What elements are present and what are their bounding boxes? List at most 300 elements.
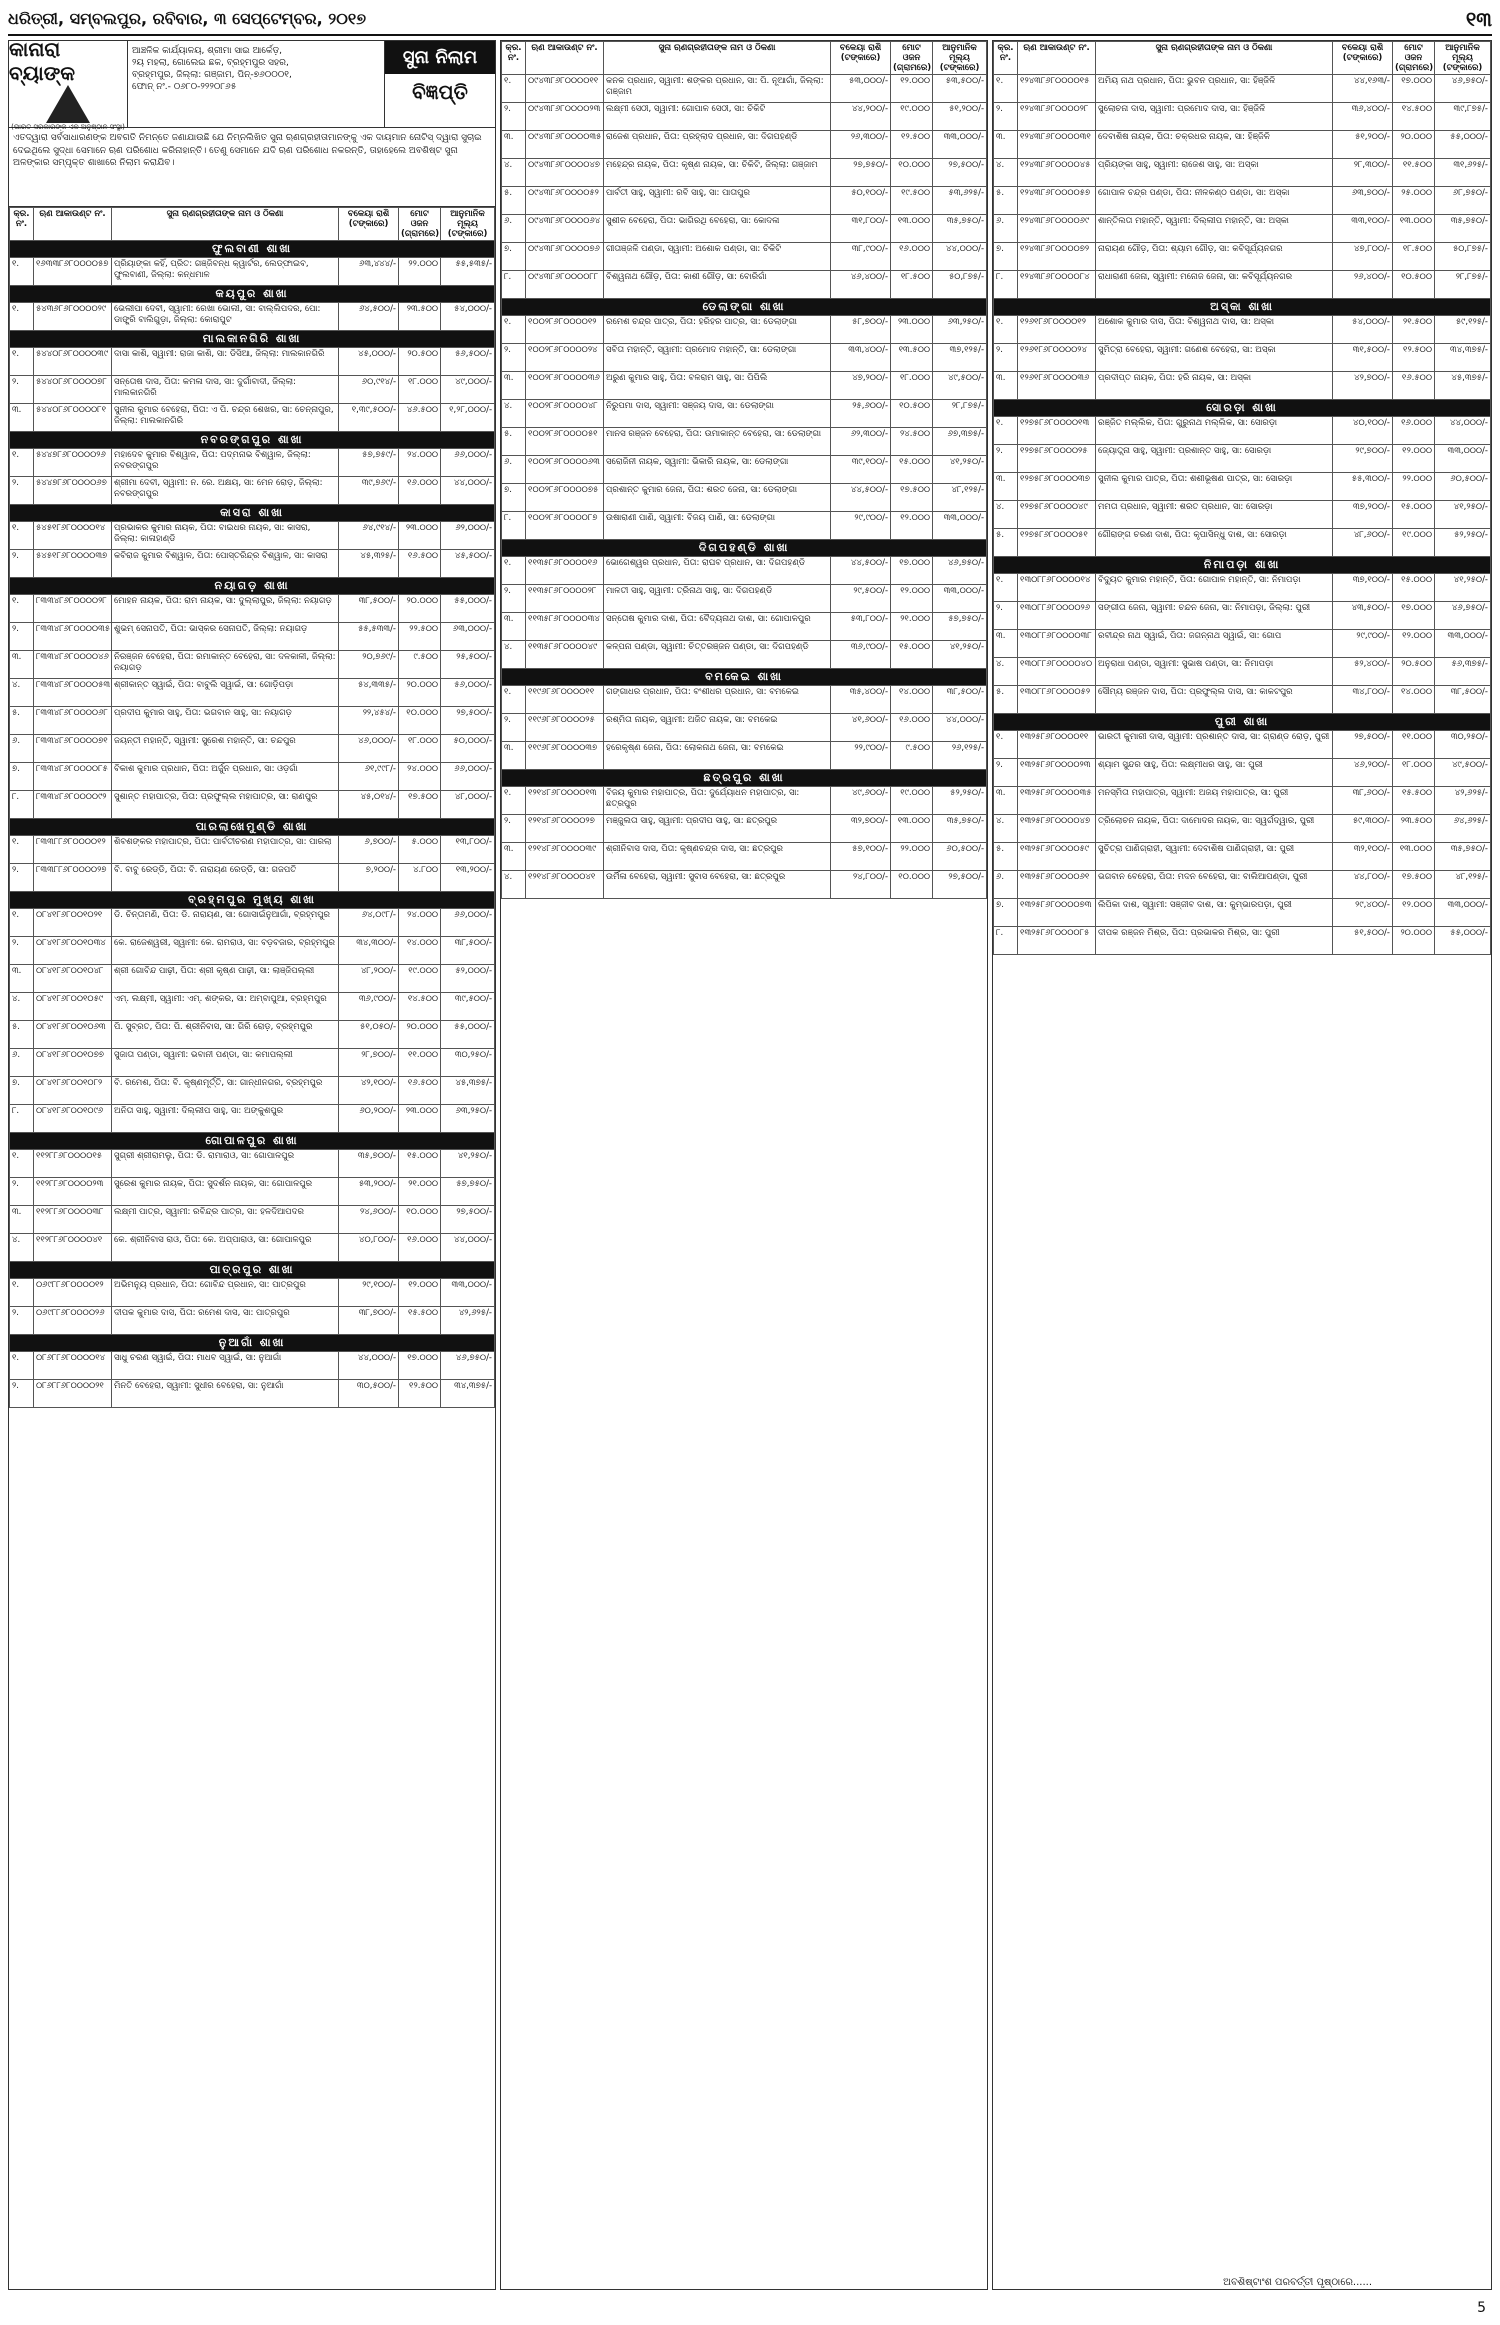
cell-sl: ୪. xyxy=(994,658,1018,686)
cell-balance: ୩୬,୯୦୦/- xyxy=(339,993,399,1021)
cell-borrower: ରମେଶ ଚନ୍ଦ୍ର ପାତ୍ର, ପିତା: ହରିହର ପାତ୍ର, ସା: ଡେଲାଙ୍ଗା xyxy=(604,316,831,344)
cell-borrower: ଦୀପକ ରଞ୍ଜନ ମିଶ୍ର, ପିତା: ପ୍ରଭାକର ମିଶ୍ର, ସା: ପୁରୀ xyxy=(1096,927,1333,955)
cell-balance: ୨୭,୫୦୦/- xyxy=(1333,731,1393,759)
cell-weight: ୧୮.୦୦୦ xyxy=(399,376,441,404)
cell-account: ୧୨୪୩୮୬୮୦୦୦୦୬୯ xyxy=(1018,215,1096,243)
cell-weight: ୨୦.୦୦୦ xyxy=(399,595,441,623)
cell-balance: ୩୬,୪୦୦/- xyxy=(1333,103,1393,131)
cell-account: ୦୮୪୧୮୬୮୦୦୧୦୭୭ xyxy=(34,1049,112,1077)
branch-name: କୟପୁର ଶାଖା xyxy=(10,286,495,303)
branch-header-row xyxy=(10,505,495,522)
cell-balance: ୨୯,୫୦୦/- xyxy=(831,585,891,613)
cell-value: ୪୯,୫୦୦/- xyxy=(1435,759,1491,787)
cell-value: ୫୪,୦୦୦/- xyxy=(441,303,495,331)
cell-weight: ୨୧.୦୦୦ xyxy=(891,613,933,641)
cell-value: ୨୫,୫୦୦/- xyxy=(441,651,495,679)
cell-sl: ୪. xyxy=(994,815,1018,843)
table-row xyxy=(994,843,1491,871)
table-row xyxy=(10,993,495,1021)
cell-value: ୪୧,୨୫୦/- xyxy=(933,456,987,484)
cell-account: ୦୮୪୧୮୬୮୦୦୧୦୪୮ xyxy=(34,965,112,993)
cell-borrower: ସୁଗ୍ରୀ ଶ୍ରୀରାମଲୁ, ପିତା: ଡି. ରାମାରାଓ, ସା: ଗୋପାଳପୁର xyxy=(112,1150,339,1178)
cell-value: ୫୨,୨୫୦/- xyxy=(933,787,987,815)
cell-weight: ୧୬.୦୦୦ xyxy=(891,243,933,271)
cell-value: ୬୮,୭୫୦/- xyxy=(1435,187,1491,215)
cell-weight: ୧୦.୫୦୦ xyxy=(1393,271,1435,299)
cell-weight: ୧୯.୦୦୦ xyxy=(399,965,441,993)
cell-borrower: ସୁଜାତା ପଣ୍ଡା, ସ୍ୱାମୀ: ଭବାନୀ ପଣ୍ଡା, ସା: କମାପଲ୍ଲୀ xyxy=(112,1049,339,1077)
cell-balance: ୧,୩୯,୫୦୦/- xyxy=(339,404,399,432)
branch-header-row xyxy=(10,1133,495,1150)
cell-borrower: ଅଭିମନ୍ୟୁ ପ୍ରଧାନ, ପିତା: ଗୋବିନ୍ଦ ପ୍ରଧାନ, ସା: ପାତ୍ରପୁର xyxy=(112,1279,339,1307)
cell-value: ୩୦,୨୫୦/- xyxy=(441,1049,495,1077)
cell-account: ୧୩୨୫୮୬୮୦୦୦୦୬୧ xyxy=(1018,871,1096,899)
cell-weight: ୯.୫୦୦ xyxy=(399,651,441,679)
cell-balance: ୩୪,୮୦୦/- xyxy=(1333,686,1393,714)
cell-weight: ୧୩.୦୦୦ xyxy=(1393,215,1435,243)
cell-borrower: ଶ୍ରୀମା ଦେବୀ, ସ୍ୱାମୀ: ନ. ରେ. ଅକ୍ଷୟ, ସା: ମେନ ରୋଡ଼, ଜିଲ୍ଲା: ନବରଙ୍ଗପୁର xyxy=(112,477,339,505)
cell-account: ୧୬୩୩୮୬୮୦୦୦୦୫୭ xyxy=(34,258,112,286)
branch-header-row xyxy=(10,432,495,449)
cell-balance: ୬୨,୩୦୦/- xyxy=(831,428,891,456)
cell-balance: ୩୫,୪୦୦/- xyxy=(831,686,891,714)
cell-value: ୩୪,୩୭୫/- xyxy=(441,1380,495,1408)
cell-account: ୧୩୨୫୮୬୮୦୦୦୦୩୫ xyxy=(1018,787,1096,815)
cell-weight: ୧୭.୦୦୦ xyxy=(1393,602,1435,630)
cell-weight: ୧୨.୦୦୦ xyxy=(891,585,933,613)
cell-value: ୪୧,୨୫୦/- xyxy=(933,641,987,669)
cell-value: ୩୦,୨୫୦/- xyxy=(1435,731,1491,759)
cell-account: ୦୯୪୩୮୬୮୦୦୦୦୨୩ xyxy=(526,103,604,131)
cell-weight: ୪.୮୦୦ xyxy=(399,864,441,892)
cell-value: ୫୩,୬୨୫/- xyxy=(933,187,987,215)
cell-borrower: ଅମିୟ ନାଥ ପ୍ରଧାନ, ପିତା: ଭୁବନ ପ୍ରଧାନ, ସା: ହିଞ୍ଜିଳି xyxy=(1096,75,1333,103)
cell-value: ୨୭,୫୦୦/- xyxy=(933,159,987,187)
cell-value: ୪୧,୨୫୦/- xyxy=(441,1150,495,1178)
cell-account: ୮୩୩୪୮୬୮୦୦୦୦୨୮ xyxy=(34,595,112,623)
table-row xyxy=(10,1234,495,1262)
table-row xyxy=(502,641,987,669)
cell-weight: ୧୩.୦୦୦ xyxy=(1393,843,1435,871)
cell-balance: ୪୬,୦୦୦/- xyxy=(339,735,399,763)
cell-balance: ୫୪,୩୩୫/- xyxy=(339,679,399,707)
cell-balance: ୩୨,୧୦୦/- xyxy=(1333,843,1393,871)
cell-weight: ୫.୦୦୦ xyxy=(399,836,441,864)
cell-sl: ୧. xyxy=(10,836,34,864)
cell-borrower: ରବୀନ୍ଦ୍ର ନାଥ ସ୍ୱାଇଁ, ପିତା: ଜଗନ୍ନାଥ ସ୍ୱାଇଁ, ସା: ଗୋପ xyxy=(1096,630,1333,658)
cell-sl: ୩. xyxy=(10,651,34,679)
cell-account: ୧୩୨୫୮୬୮୦୦୦୦୭୩ xyxy=(1018,899,1096,927)
cell-account: ୦୮୬୮୮୬୮୦୦୦୦୨୧ xyxy=(34,1380,112,1408)
cell-account: ୧୧୯୬୮୬୮୦୦୦୦୨୫ xyxy=(526,714,604,742)
table-row xyxy=(10,623,495,651)
cell-sl: ୨. xyxy=(994,344,1018,372)
cell-sl: ୫. xyxy=(10,707,34,735)
cell-balance: ୩୬,୯୦୦/- xyxy=(831,641,891,669)
cell-weight: ୧୩.୦୦୦ xyxy=(891,215,933,243)
cell-balance: ୨୪,୮୦୦/- xyxy=(831,871,891,899)
cell-account: ୧୩୦୮୮୬୮୦୦୦୦୫୨ xyxy=(1018,686,1096,714)
cell-sl: ୨. xyxy=(10,864,34,892)
cell-account: ୧୩୦୮୮୬୮୦୦୦୦୩୮ xyxy=(1018,630,1096,658)
cell-borrower: ଗଙ୍ଗାଧର ପ୍ରଧାନ, ପିତା: ବଂଶୀଧର ପ୍ରଧାନ, ସା: ବମକେଇ xyxy=(604,686,831,714)
table-row xyxy=(994,316,1491,344)
header-weight: ମୋଟ ଓଜନ (ଗ୍ରାମରେ) xyxy=(1393,42,1435,75)
cell-weight: ୧୬.୦୦୦ xyxy=(1393,417,1435,445)
header-balance: ବକେୟା ରାଶି (ଟଙ୍କାରେ) xyxy=(1333,42,1393,75)
office-line: ଆଞ୍ଚଳିକ କାର୍ଯ୍ୟାଳୟ, ଶ୍ରୀମା ସାଇ ଆର୍କେଡ଼, xyxy=(132,46,283,56)
table-row xyxy=(10,1206,495,1234)
table-row xyxy=(10,965,495,993)
cell-sl: ୩. xyxy=(994,473,1018,501)
cell-weight: ୧୫.୦୦୦ xyxy=(1393,574,1435,602)
cell-account: ୧୧୨୮୮୬୮୦୦୦୦୩୮ xyxy=(34,1206,112,1234)
cell-value: ୫୭,୭୫୦/- xyxy=(441,1178,495,1206)
cell-sl: ୫. xyxy=(10,1021,34,1049)
cell-sl: ୨. xyxy=(502,585,526,613)
cell-sl: ୪. xyxy=(502,159,526,187)
cell-sl: ୨. xyxy=(10,1178,34,1206)
table-row xyxy=(10,763,495,791)
table-row xyxy=(502,131,987,159)
table-row xyxy=(502,815,987,843)
cell-sl: ୪. xyxy=(10,1234,34,1262)
cell-balance: ୫୪,୦୦୦/- xyxy=(1333,316,1393,344)
branch-header-row xyxy=(10,286,495,303)
cell-account: ୦୯୪୩୮୬୮୦୦୦୦୭୬ xyxy=(526,243,604,271)
table-row xyxy=(10,550,495,578)
cell-borrower: ମାନସ ରଞ୍ଜନ ବେହେରା, ପିତା: ଉମାକାନ୍ତ ବେହେରା, ସା: ଡେଲାଙ୍ଗା xyxy=(604,428,831,456)
cell-weight: ୧୬.୫୦୦ xyxy=(1393,372,1435,400)
cell-account: ୧୧୩୫୮୬୮୦୦୦୦୨୮ xyxy=(526,585,604,613)
branch-name: ଗୋପାଳପୁର ଶାଖା xyxy=(10,1133,495,1150)
cell-balance: ୪୨,୧୦୦/- xyxy=(339,1077,399,1105)
header-weight: ମୋଟ ଓଜନ (ଗ୍ରାମରେ) xyxy=(399,208,441,241)
table-row xyxy=(10,595,495,623)
branch-header-row xyxy=(502,770,987,787)
cell-sl: ୬. xyxy=(994,215,1018,243)
cell-balance: ୪୪,୫୦୦/- xyxy=(831,557,891,585)
cell-value: ୨୬,୧୨୫/- xyxy=(933,742,987,770)
cell-borrower: ଦେବାଶିଷ ନାୟକ, ପିତା: ଚକ୍ରଧର ନାୟକ, ସା: ହିଞ୍ଜିଳି xyxy=(1096,131,1333,159)
cell-account: ୧୧୩୫୮୬୮୦୦୦୦୩୪ xyxy=(526,613,604,641)
cell-sl: ୩. xyxy=(994,787,1018,815)
cell-borrower: ସଙ୍ଗୀତା ଜେନା, ସ୍ୱାମୀ: ଚନ୍ଦନ ଜେନା, ସା: ନିମାପଡ଼ା, ଜିଲ୍ଲା: ପୁରୀ xyxy=(1096,602,1333,630)
cell-sl: ୩. xyxy=(502,131,526,159)
cell-balance: ୫୫,୫୩୩/- xyxy=(339,623,399,651)
header-name: ସୁନା ଋଣଗ୍ରହୀତାଙ୍କ ନାମ ଓ ଠିକଣା xyxy=(112,208,339,241)
office-address xyxy=(128,41,385,127)
table-row xyxy=(10,348,495,376)
cell-value: ୫୬,୫୦୦/- xyxy=(441,348,495,376)
cell-sl: ୪. xyxy=(994,501,1018,529)
cell-weight: ୨୧.୫୦୦ xyxy=(1393,316,1435,344)
cell-borrower: ସୁନୀଲ କୁମାର ପାତ୍ର, ପିତା: ଶଶୀଭୂଷଣ ପାତ୍ର, ସା: ସୋରଡ଼ା xyxy=(1096,473,1333,501)
cell-account: ୧୨୭୫୮୬୮୦୦୦୦୪୯ xyxy=(1018,501,1096,529)
cell-value: ୪୯,୦୦୦/- xyxy=(441,376,495,404)
cell-sl: ୧. xyxy=(10,258,34,286)
cell-balance: ୩୮,୫୦୦/- xyxy=(339,595,399,623)
cell-sl: ୬. xyxy=(502,215,526,243)
table-row xyxy=(10,1279,495,1307)
cell-value: ୪୫,୩୭୫/- xyxy=(441,1077,495,1105)
cell-borrower: ଭାରତୀ କୁମାରୀ ଦାସ, ସ୍ୱାମୀ: ପ୍ରଶାନ୍ତ ଦାସ, ସା: ଗ୍ରାଣ୍ଡ ରୋଡ଼, ପୁରୀ xyxy=(1096,731,1333,759)
cell-sl: ୫. xyxy=(502,187,526,215)
cell-account: ୫୪୪୦୮୬୮୦୦୦୦୮୧ xyxy=(34,404,112,432)
cell-value: ୩୧,୬୨୫/- xyxy=(1435,159,1491,187)
cell-value: ୨୭,୫୦୦/- xyxy=(933,871,987,899)
branch-name: ନବରଙ୍ଗପୁର ଶାଖା xyxy=(10,432,495,449)
cell-balance: ୩୩,୪୦୦/- xyxy=(831,344,891,372)
cell-account: ୮୩୩୪୮୬୮୦୦୦୦୬୮ xyxy=(34,707,112,735)
table-row xyxy=(502,484,987,512)
cell-weight: ୧୨.୦୦୦ xyxy=(1393,630,1435,658)
cell-value: ୪୨,୬୨୫/- xyxy=(1435,787,1491,815)
table-row xyxy=(502,215,987,243)
cell-weight: ୨୩.୦୦୦ xyxy=(399,1105,441,1133)
cell-sl: ୭. xyxy=(502,484,526,512)
cell-balance: ୨୦,୭୬୯/- xyxy=(339,651,399,679)
table-row xyxy=(502,871,987,899)
cell-balance: ୨୭,୭୫୦/- xyxy=(831,159,891,187)
cell-value: ୩୯,୮୭୫/- xyxy=(1435,103,1491,131)
cell-value: ୫୨,୨୫୦/- xyxy=(1435,529,1491,557)
table-row xyxy=(502,159,987,187)
cell-value: ୩୩,୦୦୦/- xyxy=(933,585,987,613)
cell-weight: ୪୬.୫୦୦ xyxy=(399,404,441,432)
table-row xyxy=(502,75,987,103)
masthead-page-number: ୧୩ xyxy=(1465,7,1492,31)
table-header-row xyxy=(994,42,1491,75)
cell-account: ୦୮୪୧୮୬୮୦୦୧୦୮୨ xyxy=(34,1077,112,1105)
cell-account: ୧୨୪୩୮୬୮୦୦୦୦୨୮ xyxy=(1018,103,1096,131)
triangle-logo-icon xyxy=(46,85,90,123)
cell-borrower: ସୁଶାନ୍ତ ମହାପାତ୍ର, ପିତା: ପ୍ରଫୁଲ୍ଲ ମହାପାତ୍ର, ସା: ରାଣପୁର xyxy=(112,791,339,819)
cell-weight: ୧୭.୦୦୦ xyxy=(399,1352,441,1380)
cell-weight: ୧୦.୦୦୦ xyxy=(891,159,933,187)
cell-balance: ୨୨,୪୫୪/- xyxy=(339,707,399,735)
table-row xyxy=(994,271,1491,299)
cell-borrower: ଦୀପକ କୁମାର ଦାସ, ପିତା: ରମେଶ ଦାସ, ସା: ପାତ୍ରପୁର xyxy=(112,1307,339,1335)
cell-balance: ୪୮,୨୦୦/- xyxy=(339,965,399,993)
cell-sl: ୨. xyxy=(10,1380,34,1408)
cell-sl: ୪. xyxy=(10,993,34,1021)
cell-balance: ୩୮,୭୦୦/- xyxy=(339,1307,399,1335)
cell-account: ୧୦୦୨୮୬୮୦୦୦୦୩୬ xyxy=(526,372,604,400)
auction-table xyxy=(9,207,495,1408)
bank-tagline: (ଭାରତ ସରକାରଙ୍କ ଏକ ଅନୁଷ୍ଠାନ ସଂସ୍ଥା) xyxy=(11,122,125,131)
cell-weight: ୧୨.୦୦୦ xyxy=(1393,899,1435,927)
branch-name: ପୁରୀ ଶାଖା xyxy=(994,714,1491,731)
cell-balance: ୬୪,୫୦୦/- xyxy=(339,303,399,331)
cell-weight: ୧୦.୦୦୦ xyxy=(399,707,441,735)
cell-value: ୧୩,୨୦୦/- xyxy=(441,864,495,892)
branch-name: ଦିଗପହଣ୍ଡି ଶାଖା xyxy=(502,540,987,557)
cell-account: ୧୩୨୫୮୬୮୦୦୦୦୫୯ xyxy=(1018,843,1096,871)
cell-borrower: ଗୀତାଞ୍ଜଳି ପଣ୍ଡା, ସ୍ୱାମୀ: ଅଶୋକ ପଣ୍ଡା, ସା: ଚିକିଟି xyxy=(604,243,831,271)
cell-value: ୨୮,୮୭୫/- xyxy=(933,400,987,428)
cell-value: ୪୬,୭୫୦/- xyxy=(933,557,987,585)
cell-value: ୫୭,୭୫୦/- xyxy=(933,613,987,641)
cell-balance: ୪୫,୩୨୫/- xyxy=(339,550,399,578)
cell-value: ୪୧,୨୫୦/- xyxy=(1435,501,1491,529)
cell-borrower: ଗୌରାଙ୍ଗ ଚରଣ ଦାଶ, ପିତା: କୃପାସିନ୍ଧୁ ଦାଶ, ସା: ସୋରଡ଼ା xyxy=(1096,529,1333,557)
cell-weight: ୧୬.୦୦୦ xyxy=(399,477,441,505)
table-row xyxy=(994,731,1491,759)
cell-weight: ୨୪.୦୦୦ xyxy=(399,763,441,791)
cell-sl: ୩. xyxy=(502,742,526,770)
notice-columns xyxy=(8,40,1492,2290)
cell-balance: ୪୪,୫୦୦/- xyxy=(831,484,891,512)
cell-borrower: ସୁଚିତ୍ରା ପାଣିଗ୍ରାହୀ, ସ୍ୱାମୀ: ଦେବାଶିଷ ପାଣିଗ୍ରାହୀ, ସା: ପୁରୀ xyxy=(1096,843,1333,871)
cell-weight: ୧୦.୦୦୦ xyxy=(891,871,933,899)
cell-account: ୦୯୪୩୮୬୮୦୦୦୦୪୭ xyxy=(526,159,604,187)
cell-sl: ୩. xyxy=(994,131,1018,159)
cell-balance: ୪୫,୦୦୦/- xyxy=(339,348,399,376)
table-row xyxy=(994,215,1491,243)
table-row xyxy=(994,159,1491,187)
table-row xyxy=(10,1380,495,1408)
cell-balance: ୫୧,୫୦୦/- xyxy=(1333,927,1393,955)
header-value: ଆନୁମାନିକ ମୂଲ୍ୟ (ଟଙ୍କାରେ) xyxy=(441,208,495,241)
cell-balance: ୩୨,୭୦୦/- xyxy=(831,815,891,843)
cell-borrower: କନକ ପ୍ରଧାନ, ସ୍ୱାମୀ: ଶଙ୍କର ପ୍ରଧାନ, ସା: ପି. ନୂଆଗାଁ, ଜିଲ୍ଲା: ଗଞ୍ଜାମ xyxy=(604,75,831,103)
cell-balance: ୨୬,୩୦୦/- xyxy=(831,131,891,159)
table-row xyxy=(10,1049,495,1077)
cell-sl: ୩. xyxy=(502,372,526,400)
cell-weight: ୨୦.୦୦୦ xyxy=(1393,927,1435,955)
cell-borrower: ବି. ରମେଶ, ପିତା: ବି. କୃଷ୍ଣମୂର୍ତ୍ତି, ସା: ଗାନ୍ଧୀନଗର, ବ୍ରହ୍ମପୁର xyxy=(112,1077,339,1105)
table-row xyxy=(10,477,495,505)
cell-balance: ୨୯,୧୦୦/- xyxy=(339,1279,399,1307)
table-row xyxy=(502,187,987,215)
cell-account: ୧୦୦୨୮୬୮୦୦୦୦୧୨ xyxy=(526,316,604,344)
cell-account: ୧୨୧୪୮୬୮୦୦୦୦୧୩ xyxy=(526,787,604,815)
cell-borrower: ସାଧୁ ଚରଣ ସ୍ୱାଇଁ, ପିତା: ମାଧବ ସ୍ୱାଇଁ, ସା: ନୁଆଗାଁ xyxy=(112,1352,339,1380)
cell-account: ୮୩୩୪୮୬୮୦୦୦୦୭୧ xyxy=(34,735,112,763)
cell-value: ୪୪,୦୦୦/- xyxy=(1435,417,1491,445)
cell-borrower: ଶୁଭମ୍ ସେନାପତି, ପିତା: ଭାସ୍କର ସେନାପତି, ଜିଲ୍ଲା: ନୟାଗଡ଼ xyxy=(112,623,339,651)
table-row xyxy=(502,557,987,585)
cell-weight: ୧୨.୦୦୦ xyxy=(399,1279,441,1307)
cell-sl: ୧. xyxy=(10,1352,34,1380)
cell-sl: ୭. xyxy=(994,243,1018,271)
cell-value: ୪୬,୭୫୦/- xyxy=(1435,602,1491,630)
auction-table xyxy=(501,41,987,899)
cell-account: ୧୨୪୩୮୬୮୦୦୦୦୮୪ xyxy=(1018,271,1096,299)
notice-title xyxy=(385,41,495,127)
cell-sl: ୮. xyxy=(994,927,1018,955)
cell-borrower: ଗୋପାଳ ଚନ୍ଦ୍ର ପଣ୍ଡା, ପିତା: ନୀଳକଣ୍ଠ ପଣ୍ଡା, ସା: ଅସ୍କା xyxy=(1096,187,1333,215)
cell-value: ୬୩,୨୫୦/- xyxy=(441,1105,495,1133)
branch-name: ଫୁଲବାଣୀ ଶାଖା xyxy=(10,241,495,258)
branch-name: କାସରା ଶାଖା xyxy=(10,505,495,522)
cell-account: ୫୪୪୭୮୬୮୦୦୦୦୬୭ xyxy=(34,477,112,505)
cell-account: ୧୨୧୪୮୬୮୦୦୦୦୨୭ xyxy=(526,815,604,843)
cell-borrower: ନାରାୟଣ ଗୌଡ଼, ପିତା: ଶ୍ୟାମ ଗୌଡ଼, ସା: କବିସୂର୍ଯ୍ୟନଗର xyxy=(1096,243,1333,271)
table-row xyxy=(10,376,495,404)
cell-weight: ୨୧.୦୦୦ xyxy=(399,1178,441,1206)
cell-sl: ୩. xyxy=(994,372,1018,400)
cell-borrower: ମଞ୍ଜୁଲତା ସାହୁ, ସ୍ୱାମୀ: ପ୍ରଦୀପ ସାହୁ, ସା: ଛତ୍ରପୁର xyxy=(604,815,831,843)
cell-sl: ୧. xyxy=(10,1150,34,1178)
cell-borrower: ରଞ୍ଜିତ ମଲ୍ଲିକ, ପିତା: ଗୁରୁନାଥ ମଲ୍ଲିକ, ସା: ସୋରଡ଼ା xyxy=(1096,417,1333,445)
cell-balance: ୪୬,୪୦୦/- xyxy=(831,271,891,299)
cell-balance: ୬,୭୦୦/- xyxy=(339,836,399,864)
cell-account: ୮୩୩୪୮୬୮୦୦୦୦୩୫ xyxy=(34,623,112,651)
cell-weight: ୧୮.୦୦୦ xyxy=(891,372,933,400)
cell-weight: ୨୦.୫୦୦ xyxy=(1393,658,1435,686)
cell-borrower: ଦାସା କାଶି, ସ୍ୱାମୀ: ରାଜା କାଶି, ସା: ଡିସିଆ, ଜିଲ୍ଲା: ମାଲକାନଗିରି xyxy=(112,348,339,376)
table-row xyxy=(502,686,987,714)
cell-borrower: କେ. ଶ୍ରୀନିବାସ ରାଓ, ପିତା: କେ. ଅପ୍ପାରାଓ, ସା: ଗୋପାଳପୁର xyxy=(112,1234,339,1262)
cell-borrower: ଡି. ଚିନ୍ତାମଣି, ପିତା: ଡି. ନାରାୟଣ, ସା: ଗୋସାଇଁନୁଆଗାଁ, ବ୍ରହ୍ମପୁର xyxy=(112,909,339,937)
cell-weight: ୨୨.୦୦୦ xyxy=(891,843,933,871)
cell-value: ୬୭,୩୭୫/- xyxy=(933,428,987,456)
cell-weight: ୨୦.୦୦୦ xyxy=(1393,131,1435,159)
cell-sl: ୫. xyxy=(994,529,1018,557)
cell-value: ୪୮,୧୨୫/- xyxy=(933,484,987,512)
cell-account: ୦୯୪୩୮୬୮୦୦୦୦୫୨ xyxy=(526,187,604,215)
cell-weight: ୨୪.୦୦୦ xyxy=(399,909,441,937)
cell-borrower: ତ୍ରିଲୋଚନ ନାୟକ, ପିତା: ଦାମୋଦର ନାୟକ, ସା: ସ୍ୱର୍ଗଦ୍ୱାର, ପୁରୀ xyxy=(1096,815,1333,843)
cell-borrower: ମମତା ପ୍ରଧାନ, ସ୍ୱାମୀ: ଶରତ ପ୍ରଧାନ, ସା: ସୋରଡ଼ା xyxy=(1096,501,1333,529)
table-row xyxy=(502,714,987,742)
table-row xyxy=(502,843,987,871)
table-row xyxy=(502,316,987,344)
table-row xyxy=(994,759,1491,787)
cell-value: ୫୫,୦୦୦/- xyxy=(1435,927,1491,955)
table-row xyxy=(10,836,495,864)
table-row xyxy=(10,1021,495,1049)
table-row xyxy=(994,602,1491,630)
branch-name: ପାତ୍ରପୁର ଶାଖା xyxy=(10,1262,495,1279)
cell-balance: ୩୮,୯୦୦/- xyxy=(831,243,891,271)
table-row xyxy=(10,1105,495,1133)
cell-sl: ୧. xyxy=(994,316,1018,344)
cell-balance: ୫୭,୭୫୯/- xyxy=(339,449,399,477)
cell-borrower: ମୋହନ ନାୟକ, ପିତା: ରାମ ନାୟକ, ସା: ଦୁଲ୍ଲାପୁର, ଜିଲ୍ଲା: ନୟାଗଡ଼ xyxy=(112,595,339,623)
cell-weight: ୧୮.୫୦୦ xyxy=(1393,243,1435,271)
cell-account: ୧୩୨୫୮୬୮୦୦୦୦୨୩ xyxy=(1018,759,1096,787)
cell-account: ୧୦୦୨୮୬୮୦୦୦୦୮୭ xyxy=(526,512,604,540)
cell-account: ୧୨୪୩୮୬୮୦୦୦୦୫୭ xyxy=(1018,187,1096,215)
cell-weight: ୧୩.୫୦୦ xyxy=(891,344,933,372)
cell-weight: ୧୭.୫୦୦ xyxy=(891,484,933,512)
branch-header-row xyxy=(10,331,495,348)
cell-account: ୧୨୪୩୮୬୮୦୦୦୦୧୫ xyxy=(1018,75,1096,103)
cell-value: ୩୫,୭୫୦/- xyxy=(933,815,987,843)
cell-account: ୫୪୩୬୮୬୮୦୦୦୦୨୯ xyxy=(34,303,112,331)
cell-weight: ୧୪.୫୦୦ xyxy=(399,993,441,1021)
cell-borrower: ମିନତି ବେହେରା, ସ୍ୱାମୀ: ସୁଧୀର ବେହେରା, ସା: ନୁଆଗାଁ xyxy=(112,1380,339,1408)
cell-balance: ୪୪,୮୦୦/- xyxy=(1333,871,1393,899)
cell-value: ୪୮,୧୨୫/- xyxy=(1435,871,1491,899)
table-row xyxy=(502,456,987,484)
table-row xyxy=(994,529,1491,557)
cell-borrower: ପ୍ରଭାକର କୁମାର ନାୟକ, ପିତା: ବାଇଧର ନାୟକ, ସା: କାସରା, ଜିଲ୍ଲା: କାଳାହାଣ୍ଡି xyxy=(112,522,339,550)
cell-account: ୧୧୯୬୮୬୮୦୦୦୦୩୭ xyxy=(526,742,604,770)
table-row xyxy=(502,742,987,770)
cell-weight: ୨୪.୫୦୦ xyxy=(891,428,933,456)
cell-weight: ୧୯.୦୦୦ xyxy=(891,103,933,131)
cell-borrower: କବିରାଜ କୁମାର ବିଶ୍ୱାଳ, ପିତା: ପୋସ୍ତରିନ୍ଦ୍ର ବିଶ୍ୱାଳ, ସା: କାସରା xyxy=(112,550,339,578)
cell-sl: ୫. xyxy=(994,686,1018,714)
table-row xyxy=(10,1077,495,1105)
cell-sl: ୧. xyxy=(502,686,526,714)
header-sl: କ୍ର. ନଂ. xyxy=(994,42,1018,75)
cell-sl: ୪. xyxy=(10,679,34,707)
